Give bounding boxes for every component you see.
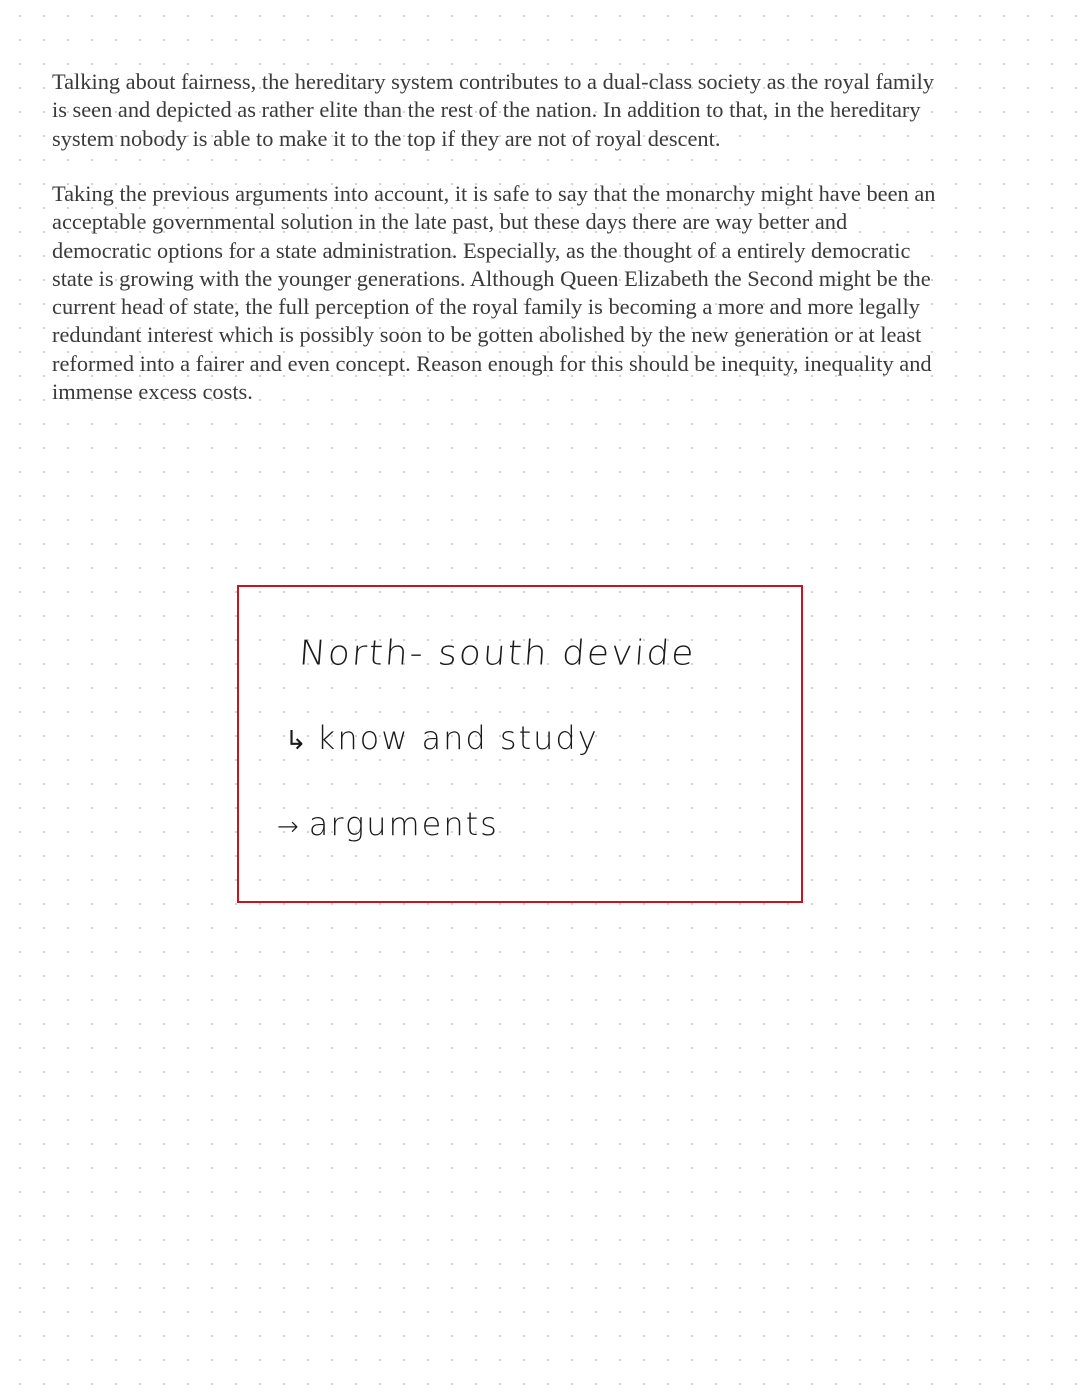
paragraph-line: system nobody is able to make it to the top if they are not of royal descent. [52, 125, 721, 151]
paragraph-line: acceptable governmental solution in the late past, but these days there are way better and [52, 209, 848, 235]
paragraph-line: immense excess costs. [52, 379, 253, 405]
note-subpoint-text: know and study [316, 719, 599, 757]
handwritten-note-box [237, 585, 803, 903]
paragraph-line: democratic options for a state administration. Especially, as the thought of a entirely democratic [52, 237, 911, 263]
note-heading-text: North- south devide [297, 634, 697, 673]
essay-paragraph-fairness [52, 68, 1032, 153]
paragraph-line: is seen and depicted as rather elite than the rest of the nation. In addition to that, in the hereditary [52, 97, 921, 123]
note-subpoint [285, 719, 599, 757]
note-arrow-point [277, 805, 499, 843]
essay-paragraph-conclusion [52, 180, 1032, 406]
right-arrow-icon: → [277, 812, 301, 842]
paragraph-line: redundant interest which is possibly soon to be gotten abolished by the new generation or at least [52, 322, 922, 348]
paragraph-line: state is growing with the younger generations. Although Queen Elizabeth the Second might be the [52, 265, 931, 291]
note-arrow-point-text: arguments [308, 805, 499, 843]
note-heading [298, 634, 697, 673]
paragraph-line: current head of state, the full perception of the royal family is becoming a more and more legally [52, 294, 920, 320]
hook-arrow-icon: ↳ [285, 726, 309, 756]
paragraph-line: Talking about fairness, the hereditary system contributes to a dual-class society as the royal family [52, 69, 934, 94]
paragraph-line: reformed into a fairer and even concept. Reason enough for this should be inequity, inequality and [52, 350, 932, 376]
paragraph-line: Taking the previous arguments into account, it is safe to say that the monarchy might have been an [52, 181, 936, 206]
